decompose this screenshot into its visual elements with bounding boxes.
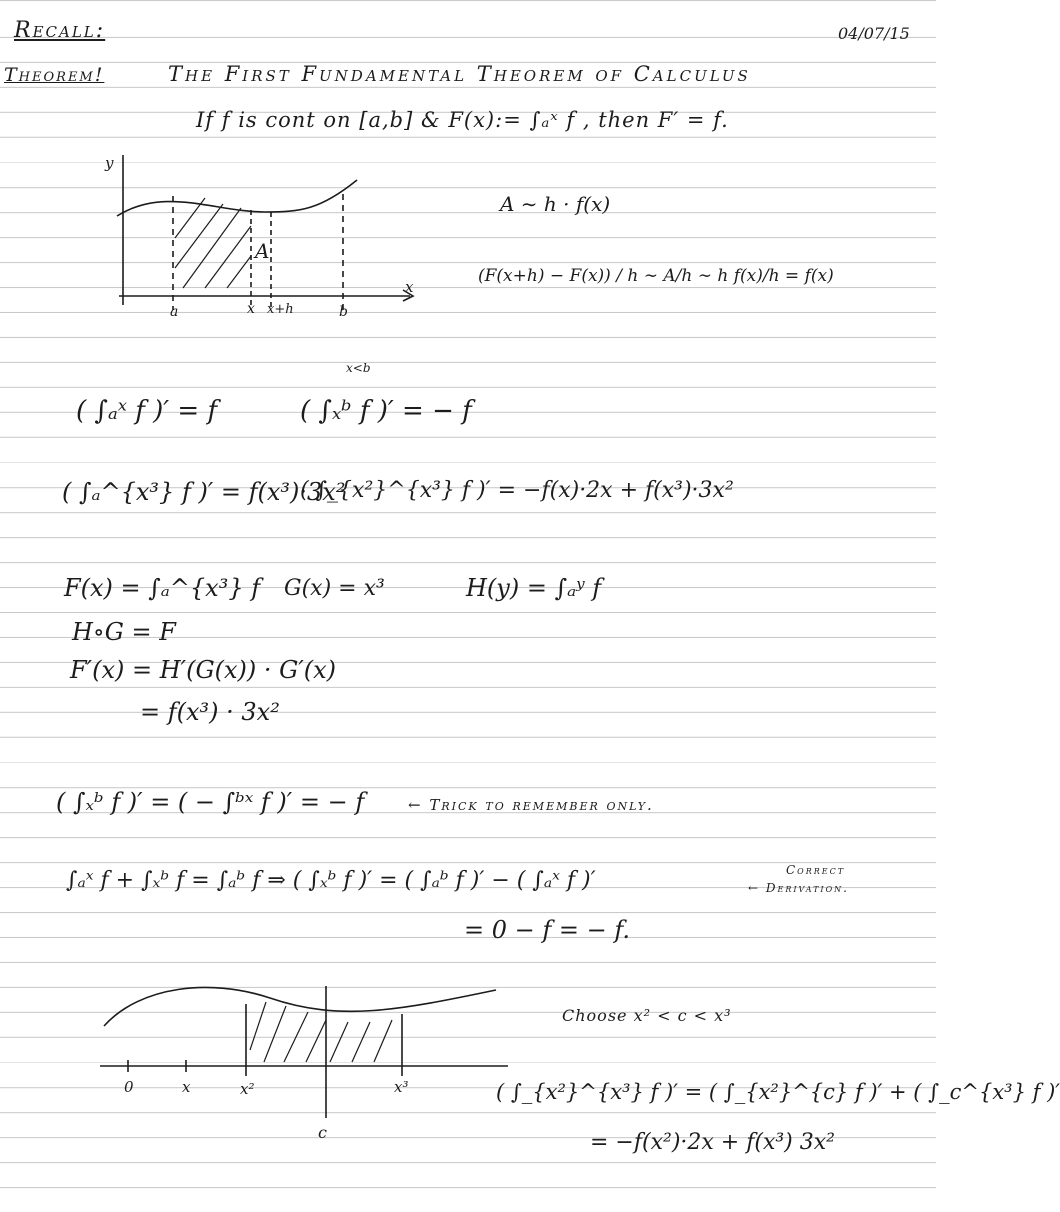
definition-G: G(x) = x³ bbox=[284, 576, 385, 601]
area-under-curve-figure bbox=[95, 150, 425, 330]
correct-note-line1: Correct bbox=[786, 863, 846, 877]
date-label: 04/07/15 bbox=[838, 24, 910, 43]
correct-derivation-result: = 0 − f = − f. bbox=[464, 916, 631, 944]
derivative-lower-limit: ( ∫ₐˣ f )′ = f bbox=[76, 396, 218, 426]
tick-b: b bbox=[339, 304, 348, 320]
tick-x-cubed: x³ bbox=[394, 1078, 409, 1096]
trick-note: ← Trick to remember only. bbox=[408, 796, 654, 814]
recall-heading: Recall: bbox=[14, 18, 106, 43]
split-integral-result: = −f(x²)·2x + f(x³) 3x² bbox=[590, 1130, 835, 1155]
chain-rule: F′(x) = H′(G(x)) · G′(x) bbox=[70, 656, 337, 684]
theorem-statement: If f is cont on [a,b] & F(x):= ∫ₐˣ f , then F′ = f. bbox=[196, 108, 729, 132]
shaded-region bbox=[175, 198, 251, 288]
tick-a: a bbox=[170, 304, 179, 320]
tick-x: x bbox=[247, 301, 255, 317]
chain-example-2: ( ∫_{x²}^{x³} f )′ = −f(x)·2x + f(x³)·3x² bbox=[300, 478, 734, 503]
composition: H∘G = F bbox=[72, 618, 176, 646]
split-integral-figure bbox=[100, 980, 510, 1145]
tick-x-squared: x² bbox=[240, 1080, 255, 1098]
correct-derivation: ∫ₐˣ f + ∫ₓᵇ f = ∫ₐᵇ f ⇒ ( ∫ₓᵇ f )′ = ( ∫ₐᵇ f )′ − ( ∫ₐˣ f )′ bbox=[66, 868, 596, 893]
split-integral-equation: ( ∫_{x²}^{x³} f )′ = ( ∫_{x²}^{c} f )′ + ( ∫_c^{x³} f )′ bbox=[496, 1080, 1060, 1104]
curve-f bbox=[117, 180, 357, 216]
tick-zero: 0 bbox=[124, 1078, 134, 1096]
x-less-than-b-note: x<b bbox=[346, 361, 371, 375]
theorem-label: Theorem! bbox=[4, 64, 105, 86]
difference-quotient: (F(x+h) − F(x)) / h ∼ A/h ∼ h f(x)/h = f(x) bbox=[478, 266, 834, 286]
area-label: A bbox=[255, 239, 270, 263]
chain-example-1: ( ∫ₐ^{x³} f )′ = f(x³)·3x² bbox=[62, 478, 346, 506]
trick-equation: ( ∫ₓᵇ f )′ = ( − ∫ᵇˣ f )′ = − f bbox=[56, 788, 365, 816]
definition-H: H(y) = ∫ₐʸ f bbox=[466, 574, 602, 602]
tick-x-plus-h: x+h bbox=[267, 302, 294, 317]
approximation-note: A ∼ h · f(x) bbox=[500, 192, 611, 216]
c-label: c bbox=[318, 1123, 327, 1142]
definition-F: F(x) = ∫ₐ^{x³} f bbox=[64, 574, 261, 602]
y-axis-label: y bbox=[105, 154, 114, 172]
curve-f-2 bbox=[104, 987, 496, 1026]
chain-rule-result: = f(x³) · 3x² bbox=[140, 698, 280, 726]
derivative-upper-limit: ( ∫ₓᵇ f )′ = − f bbox=[300, 396, 472, 426]
x-axis-label: x bbox=[405, 278, 414, 296]
tick-x-2: x bbox=[182, 1078, 191, 1096]
choose-c-note: Choose x² < c < x³ bbox=[562, 1006, 732, 1025]
correct-note-line2: ← Derivation. bbox=[748, 881, 849, 895]
theorem-title: The First Fundamental Theorem of Calculus bbox=[168, 62, 751, 86]
